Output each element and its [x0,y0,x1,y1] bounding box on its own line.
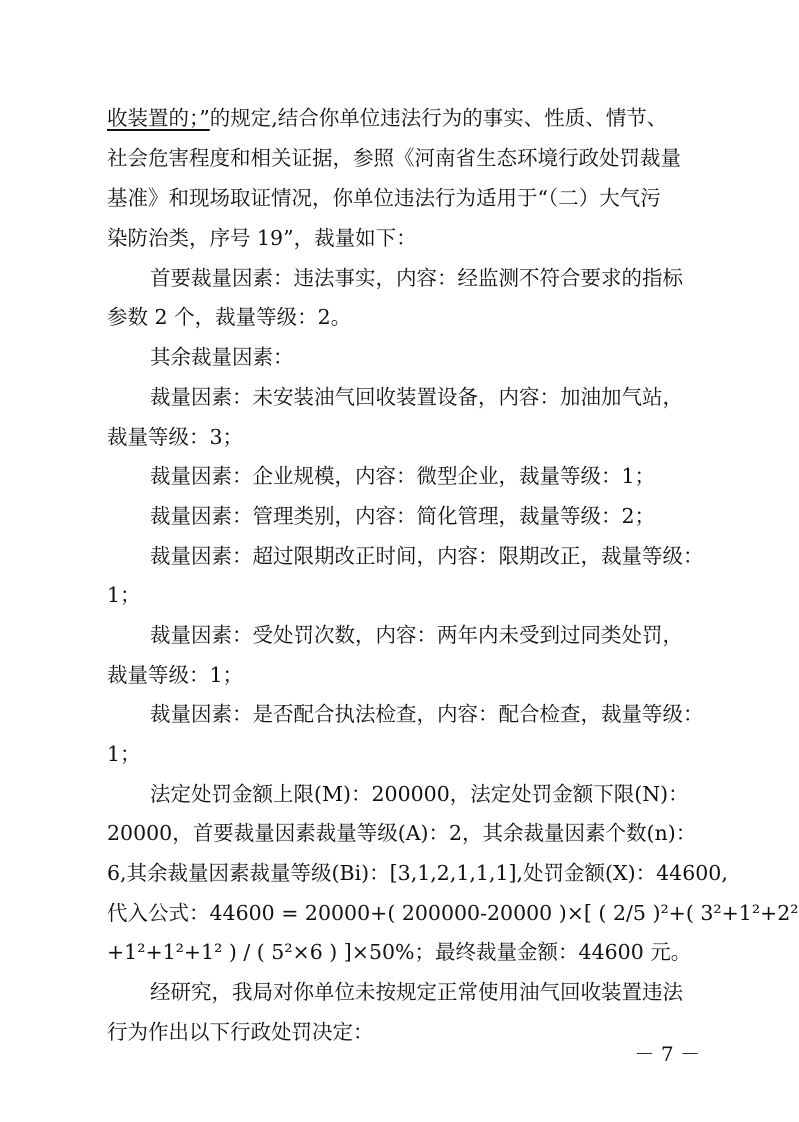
text-line: 其余裁量因素： [150,345,294,369]
text-line: 染防治类，序号 19”，裁量如下： [107,226,417,250]
underlined-text: 收装置的；” [107,106,210,130]
text-line: 首要裁量因素：违法事实，内容：经监测不符合要求的指标 [150,266,683,290]
text-line: 参数 2 个，裁量等级：2。 [107,305,352,329]
text-line: 裁量因素：超过限期改正时间，内容：限期改正，裁量等级： [150,544,704,568]
text-line: 法定处罚金额上限(M)：200000，法定处罚金额下限(N)： [150,782,689,806]
text-line: 行为作出以下行政处罚决定： [107,1020,374,1044]
text-line: +1²+1²+1² ) / ( 5²×6 ) ]×50%；最终裁量金额：44600 元。 [107,940,692,964]
text-line: 代入公式：44600 = 20000+( 200000-20000 )×[ ( 2/5 )²+( 3²+1²+2² [107,901,799,925]
text-line: 6,其余裁量因素裁量等级(Bi)：[3,1,2,1,1,1],处罚金额(X)：44600, [107,861,728,885]
text-line: 裁量因素：受处罚次数，内容：两年内未受到过同类处罚， [150,623,683,647]
text-line: 裁量因素：企业规模，内容：微型企业，裁量等级：1； [150,464,656,488]
text-line: 经研究，我局对你单位未按规定正常使用油气回收装置违法 [150,980,683,1004]
text-line: 收装置的；”的规定,结合你单位违法行为的事实、性质、情节、 [107,106,668,130]
text-line: 基准》和现场取证情况，你单位违法行为适用于“（二）大气污 [107,186,661,210]
text-line: 裁量因素：是否配合执法检查，内容：配合检查，裁量等级： [150,702,704,726]
text-line: 裁量等级：3； [107,425,244,449]
text-line: 20000，首要裁量因素裁量等级(A)：2，其余裁量因素个数(n)： [107,821,697,845]
text-line: 裁量因素：未安装油气回收装置设备，内容：加油加气站， [150,385,683,409]
text-line: 裁量等级：1； [107,663,244,687]
text-line: 1； [107,742,141,766]
page-number: － 7 － [634,1042,700,1066]
text-line: 1； [107,583,141,607]
text-line: 社会危害程度和相关证据，参照《河南省生态环境行政处罚裁量 [107,146,681,170]
text-line: 裁量因素：管理类别，内容：简化管理，裁量等级：2； [150,504,656,528]
